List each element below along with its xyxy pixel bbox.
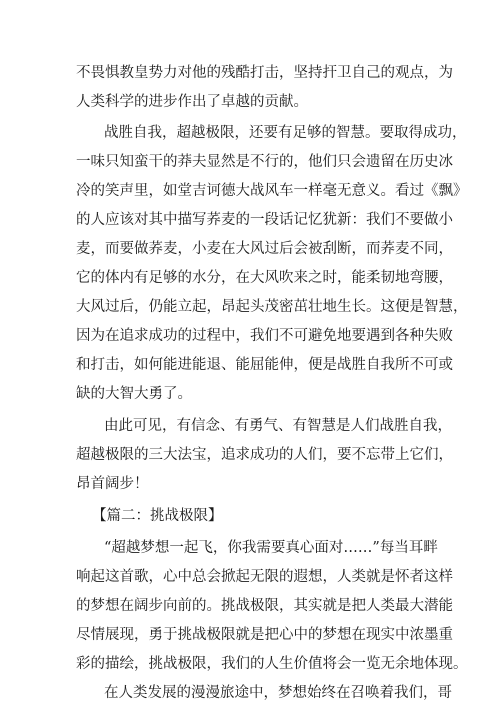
text-line-content: 人类科学的进步作出了卓越的贡献。 — [76, 94, 308, 110]
text-line — [0, 178, 500, 204]
text-line — [0, 413, 500, 439]
text-line — [0, 471, 500, 497]
text-line — [0, 680, 500, 706]
text-line-content: 超越极限的三大法宝，追求成功的人们，要不忘带上它们， — [76, 447, 453, 463]
text-line — [0, 207, 500, 233]
text-line-content: 大风过后，仍能立起，昂起头茂密茁壮地生长。这便是智慧， — [76, 299, 468, 315]
text-line — [0, 149, 500, 175]
text-line-content: 麦，而要做荞麦，小麦在大风过后会被刮断，而荞麦不同， — [76, 241, 453, 257]
text-line — [0, 265, 500, 291]
text-line-content: 不畏惧教皇势力对他的残酷打击，坚持扞卫自己的观点，为 — [76, 65, 453, 81]
text-line-content: 冷的笑声里，如堂吉诃德大战风车一样毫无意义。看过《飘》 — [76, 183, 468, 199]
text-line-content: 它的体内有足够的水分，在大风吹来之时，能柔韧地弯腰， — [76, 270, 453, 286]
text-line — [0, 89, 500, 115]
section-heading-text: 【篇二：挑战极限】 — [92, 508, 223, 524]
text-line-content: 缺的大智大勇了。 — [76, 386, 192, 402]
text-line — [0, 352, 500, 378]
text-line — [0, 622, 500, 648]
text-line — [0, 60, 500, 86]
text-line — [0, 381, 500, 407]
text-line — [0, 236, 500, 262]
text-line — [0, 323, 500, 349]
text-line-content: 战胜自我，超越极限，还要有足够的智慧。要取得成功， — [104, 125, 467, 141]
text-line-content: 昂首阔步！ — [76, 476, 149, 492]
section-heading — [0, 503, 500, 529]
text-line-content: 由此可见，有信念、有勇气、有智慧是人们战胜自我， — [104, 418, 452, 434]
text-line-content: 尽情展现，勇于挑战极限就是把心中的梦想在现实中浓墨重 — [76, 627, 453, 643]
text-line-content: “超越梦想一起飞，你我需要真心面对……”每当耳畔 — [104, 540, 438, 556]
text-line-content: 的人应该对其中描写荞麦的一段话记忆犹新：我们不要做小 — [76, 212, 453, 228]
text-line-content: 的梦想在阔步向前的。挑战极限，其实就是把人类最大潜能 — [76, 598, 453, 614]
text-line-content: 因为在追求成功的过程中，我们不可避免地要遇到各种失败 — [76, 328, 453, 344]
text-line — [0, 442, 500, 468]
text-line — [0, 593, 500, 619]
text-line-content: 一味只知蛮干的莽夫显然是不行的，他们只会遗留在历史冰 — [76, 154, 453, 170]
text-line — [0, 294, 500, 320]
text-line-content: 响起这首歌，心中总会掀起无限的遐想，人类就是怀者这样 — [76, 569, 453, 585]
text-line — [0, 535, 500, 561]
text-line-content: 在人类发展的漫漫旅途中，梦想始终在召唤着我们，哥 — [104, 685, 452, 701]
text-line — [0, 120, 500, 146]
text-line — [0, 651, 500, 677]
text-line-content: 和打击，如何能进能退、能屈能伸，便是战胜自我所不可或 — [76, 357, 453, 373]
text-line-content: 彩的描绘，挑战极限，我们的人生价值将会一览无余地体现。 — [76, 656, 468, 672]
text-line — [0, 564, 500, 590]
